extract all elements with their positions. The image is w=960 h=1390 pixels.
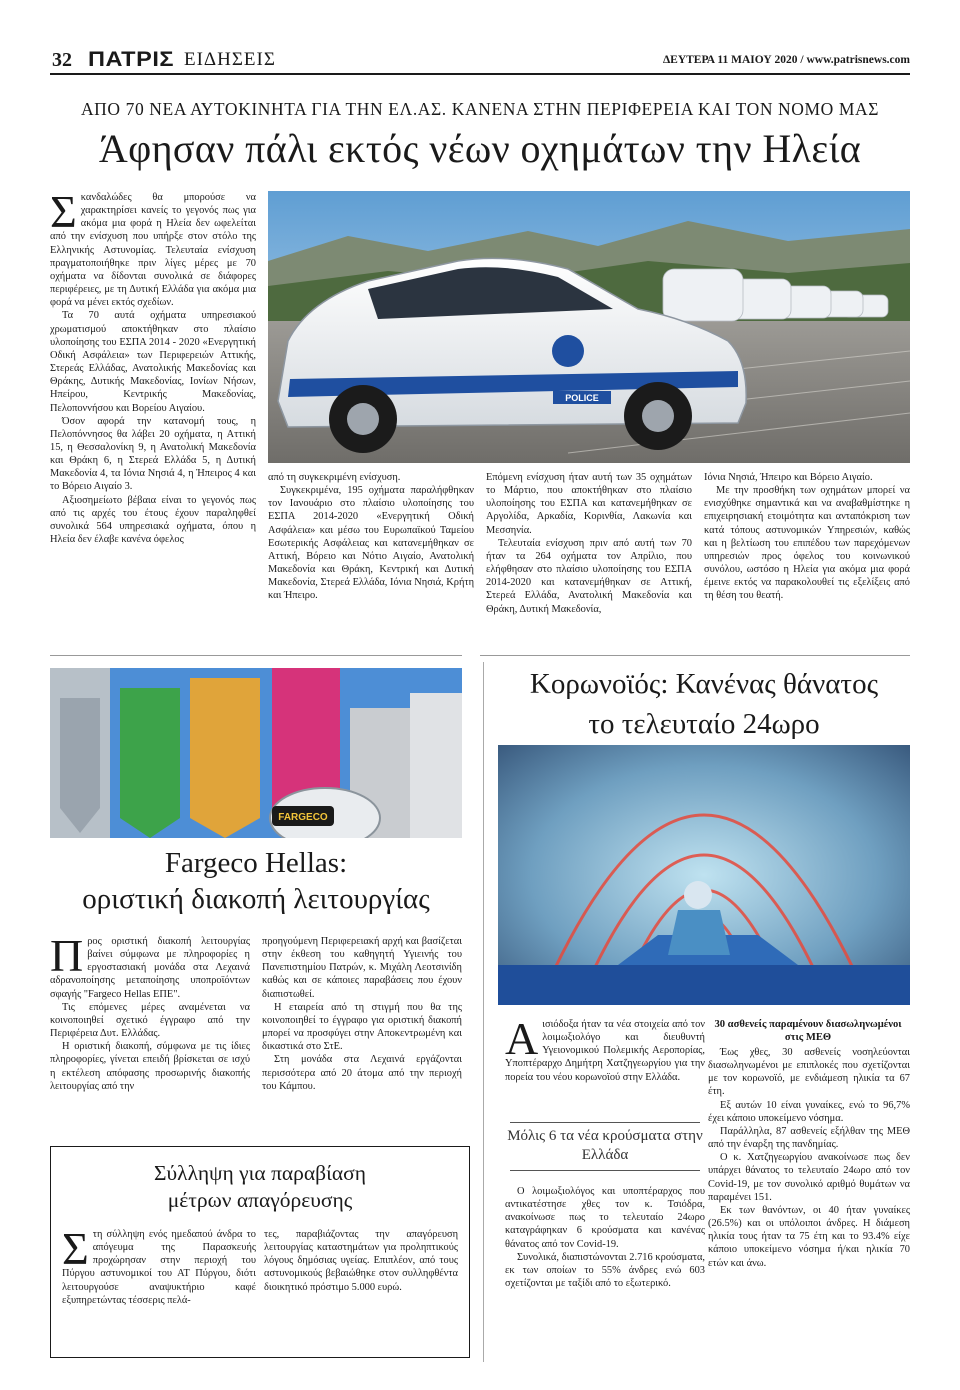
police-cars-photo	[268, 191, 910, 463]
pull-quote-rule	[510, 1122, 700, 1123]
fargeco-paragraph: Η εταιρεία από τη στιγμή που θα της κοινοποιηθεί το έγγραφο για οριστική διακοπή μπορεί να προσφύγει στην Αποκεντρωμένη και δικαστικά στο ΣτΕ.	[262, 1001, 462, 1053]
corona-subhead: 30 ασθενείς παραμένουν διασωληνωμένοι στις ΜΕΘ	[714, 1019, 902, 1043]
lead-paragraph: Συγκεκριμένα, 195 οχήματα παραλήφθηκαν τον Ιανουάριο στο πλαίσιο υλοποίησης του ΕΣΠΑ 2014-2020 «Ενεργητική Οδική Ασφάλεια» και μέσω του Ευρωπαϊκού Ταμείου Εσωτερικής Ασφάλειας και κατανεμήθηκαν σε Αττική, Βόρειο και Νότιο Αιγαίο, Ανατολική Μακεδονία και Θράκη, Κεντρική και Δυτική Μακεδονία, Στερεά Ελλάδα, Ιόνια Νησιά, Κρήτη και Ήπειρο.	[268, 485, 474, 602]
lead-paragraph: Επόμενη ενίσχυση ήταν αυτή των 35 οχημάτων το Μάρτιο, που αποκτήθηκαν στο πλαίσιο υλοποίησης του ΕΣΠΑ και κατανεμήθηκαν σε Αργολίδα, Αρκαδία, Κορινθία, Λακωνία και Μεσσηνία.	[486, 472, 692, 536]
lead-paragraph: Ιόνια Νησιά, Ήπειρο και Βόρειο Αιγαίο.	[704, 472, 873, 483]
drop-cap: Π	[50, 930, 84, 981]
pull-quote-rule	[510, 1170, 700, 1171]
lead-column-1	[50, 186, 256, 546]
lead-column-3	[486, 471, 692, 616]
lead-paragraph: από τη συγκεκριμένη ενίσχυση.	[268, 472, 401, 483]
lead-paragraph: Τελευταία ενίσχυση πριν από αυτή των 70 ήταν τα 264 οχήματα τον Απρίλιο, που ελήφθησαν στο πλαίσιο υλοποίησης του ΕΣΠΑ 2014-2020 και κατανεμήθηκαν σε Αττική, Στερεά Ελλάδα, Ανατολική Μακεδονία και Θράκη, Δυτική Μακεδονία,	[486, 537, 692, 615]
header-rule	[50, 73, 910, 75]
lead-paragraph: Όσον αφορά την κατανομή τους, η Πελοπόννησος θα λάβει 20 οχήματα, η Αττική 15, η Θεσσαλονίκη 9, η Ανατολική Μακεδονία και Θράκη 6, η Στερεά Ελλάδα 5, η Δυτική Μακεδονία 4, τα Ιόνια Νησιά 4, η Ήπειρος 4 και το Βόρειο Αιγαίο 3.	[50, 415, 256, 493]
fargeco-logo: FARGECO	[278, 812, 328, 823]
drop-cap: Σ	[50, 186, 77, 237]
drop-cap: Α	[505, 1013, 539, 1064]
corona-paragraph: Ο λοιμωξιολόγος και υποπτέραρχος που αντικατέστησε χθες τον κ. Τσιόδρα, ανακοίνωσε πως το τελευταίο 24ωρο καταγράφηκαν 6 κρούσματα και κανένας θάνατος από τον Covid-19.	[505, 1186, 705, 1250]
isolation-tunnel-photo	[498, 745, 910, 1005]
fargeco-paragraph: προηγούμενη Περιφερειακή αρχή και βασίζεται στην έκθεση του καθηγητή Υγιεινής του Πανεπιστημίου Πατρών, κ. Μιχάλη Λεοτσινίδη καθώς και σε κάποιες παραβάσεις που έχουν διαπιστωθεί.	[262, 936, 462, 1000]
corona-paragraph: Συνολικά, διαπιστώνονται 2.716 κρούσματα, εκ των οποίων το 55% άνδρες ενώ 603 σχετίζονται με ταξίδι από το εξωτερικό.	[505, 1251, 705, 1290]
corona-headline: Κορωνοϊός: Κανένας θάνατος το τελευταίο 24ωρο	[529, 668, 879, 740]
corona-paragraph: Παράλληλα, 87 ασθενείς εξήλθαν της ΜΕΘ από την έναρξη της πανδημίας.	[708, 1125, 910, 1151]
arrest-column-1	[62, 1223, 256, 1307]
arrest-paragraph: Στη σύλληψη ενός ημεδαπού άνδρα το απόγευμα της Παρασκευής προχώρησαν στην περιοχή του Πύργου αστυνομικοί του ΑΤ Πύργου, διότι λειτουργούσε αναψυκτήριο καφέ εξυπηρετώντας τέσσερις πελά-	[62, 1223, 256, 1306]
arrest-headline: Σύλληψη για παραβίαση μέτρων απαγόρευσης	[154, 1161, 366, 1212]
arrest-column-2	[264, 1228, 458, 1294]
lead-column-4	[704, 471, 910, 603]
arrest-paragraph: τες, παραβιάζοντας την απαγόρευση λειτουργίας καταστημάτων για προληπτικούς λόγους δημόσιας υγείας. Επιπλέον, από τους αστυνομικούς βεβαιώθηκε στον συλληφθέντα διοικητικό πρόστιμο 5.000 ευρώ.	[264, 1229, 458, 1293]
lead-paragraph: Τα 70 αυτά οχήματα υπηρεσιακού χρωματισμού αποκτήθηκαν στο πλαίσιο υλοποίησης του ΕΣΠΑ 2014 - 2020 «Ενεργητική Οδική Ασφάλεια» των Περιφερειών Αττικής, Στερεάς Ελλάδας, Ανατολικής Μακεδονίας και Θράκης, Δυτικής Μακεδονίας, Ιονίων Νήσων, Ηπείρου, Κεντρικής Μακεδονίας, Πελοποννήσου και Βορείου Αιγαίου.	[50, 310, 256, 414]
fargeco-column-1	[50, 930, 250, 1093]
drop-cap: Σ	[62, 1223, 89, 1274]
tunnel-illustration	[498, 745, 910, 1005]
corona-paragraph: Αισιόδοξα ήταν τα νέα στοιχεία από τον λοιμωξιολόγο και διευθυντή Υγειονομικού Πολεμικής Αεροπορίας, Υποπτέραρχο Δημήτρη Χατζηγεωργίου για την πορεία του νέου κορωνοϊού στην Ελλάδα.	[505, 1013, 705, 1083]
fargeco-paragraph: Στη μονάδα στα Λεχαινά εργάζονται περισσότερα από 20 άτομα από την περιοχή του Κάμπου.	[262, 1054, 462, 1092]
lead-kicker: ΑΠΟ 70 ΝΕΑ ΑΥΤΟΚΙΝΗΤΑ ΓΙΑ ΤΗΝ ΕΛ.ΑΣ. ΚΑΝΕΝΑ ΣΤΗΝ ΠΕΡΙΦΕΡΕΙΑ ΚΑΙ ΤΟΝ ΝΟΜΟ ΜΑΣ	[80, 99, 880, 119]
masthead-logo: ΠΑΤΡΙΣ	[88, 48, 175, 71]
lead-paragraph: Με την προσθήκη των οχημάτων μπορεί να ενισχύθηκε σημαντικά και να αναβαθμίστηκε η επιχειρησιακή ετοιμότητα και ανταπόκριση των κατά τόπους αστυνομικών Υπηρεσιών, καθώς και η βελτίωση του επιπέδου των παρεχόμενων υπηρεσιών προς όφελος του κοινωνικού συνόλου, ωστόσο η Ηλεία για ακόμα μια φορά έμεινε εκτός να παρακολουθεί τις εξελίξεις από τη θέση του θεατή.	[704, 485, 910, 602]
corona-column-2	[708, 1046, 910, 1270]
fargeco-paragraph: Η οριστική διακοπή, σύμφωνα με τις ίδιες πληροφορίες, γίνεται επειδή βρίσκεται σε ισχύ η εκτέλεση απόφασης προσωρινής διακοπής λειτουργίας από την	[50, 1041, 250, 1092]
corona-paragraph: Ο κ. Χατζηγεωργίου ανακοίνωσε πως δεν υπάρχει θάνατος το τελευταίο 24ωρο από τον Covid-19, με τον συνολικό αριθμό θυμάτων να παραμένει 151.	[708, 1152, 910, 1203]
police-label: POLICE	[565, 393, 599, 403]
lead-headline: Άφησαν πάλι εκτός νέων οχημάτων την Ηλεία	[98, 126, 862, 171]
page-number: 32	[52, 49, 72, 71]
section-divider	[480, 655, 910, 656]
column-divider	[483, 662, 484, 1362]
silos-illustration	[50, 668, 462, 838]
lead-paragraph: Αξιοσημείωτο βέβαια είναι το γεγονός πως από τις αρχές του έτους έχουν παραληφθεί συνολικά 564 υπηρεσιακά οχήματα, όπου η Ηλεία δεν έλαβε κανένα όφελος	[50, 494, 256, 546]
fargeco-factory-photo	[50, 668, 462, 838]
fargeco-paragraph: Προς οριστική διακοπή λειτουργίας βαίνει σύμφωνα με πληροφορίες η εργοστασιακή μονάδα στα Λεχαινά αδρανοποίησης μεταποίησης υποπροϊόντων σφαγής "Fargeco Hellas ΕΠΕ".	[50, 930, 250, 1000]
corona-paragraph: Εκ των θανόντων, οι 40 ήταν γυναίκες (26.5%) και οι υπόλοιποι άνδρες. Η διάμεση ηλικία τους ήταν τα 75 έτη και το 93.4% είχε κάποιο υποκείμενο νόσημα ή/και ηλικία 70 ετών και άνω.	[708, 1204, 910, 1269]
section-divider	[50, 655, 462, 656]
corona-paragraph: Εξ αυτών 10 είναι γυναίκες, ενώ το 96,7% έχει κάποιο υποκείμενο νόσημα.	[708, 1099, 910, 1124]
corona-paragraph: Έως χθες, 30 ασθενείς νοσηλεύονται διασωληνωμένοι με επιπλοκές που σχετίζονται με τον κορωνοϊό, με ενδιάμεση ηλικία τα 67 έτη.	[708, 1047, 910, 1098]
corona-column-1b	[505, 1185, 705, 1290]
issue-date-and-site: ΔΕΥΤΕΡΑ 11 ΜΑΙΟΥ 2020 / www.patrisnews.com	[662, 54, 910, 66]
fargeco-column-2	[262, 935, 462, 1093]
police-cars-illustration	[268, 191, 910, 463]
section-name: ΕΙΔΗΣΕΙΣ	[184, 49, 276, 70]
fargeco-headline: Fargeco Hellas: οριστική διακοπή λειτουργίας	[82, 847, 430, 915]
corona-column-1	[505, 1013, 705, 1084]
pull-quote: Μόλις 6 τα νέα κρούσματα στην Ελλάδα	[507, 1128, 703, 1163]
lead-paragraph: Σκανδαλώδες θα μπορούσε να χαρακτηρίσει κανείς το γεγονός πως για ακόμα μια φορά η Ηλεία δεν ωφελείται από την ενίσχυση που υπήρξε στον στόλο της Ελληνικής Αστυνομίας. Τελευταία ενίσχυση πραγματοποιήθηκε πριν λίγες μέρες με 70 οχήματα να δίδονται συνολικά σε διάφορες περιφέρειες, με τη Δυτική Ελλάδα για ακόμα μια φορά να μένει εκτός σχεδίων.	[50, 186, 256, 309]
fargeco-paragraph: Τις επόμενες μέρες αναμένεται να κοινοποιηθεί σχετικό έγγραφο από την Περιφέρεια Δυτ. Ελλάδας.	[50, 1001, 250, 1040]
lead-column-2	[268, 471, 474, 603]
